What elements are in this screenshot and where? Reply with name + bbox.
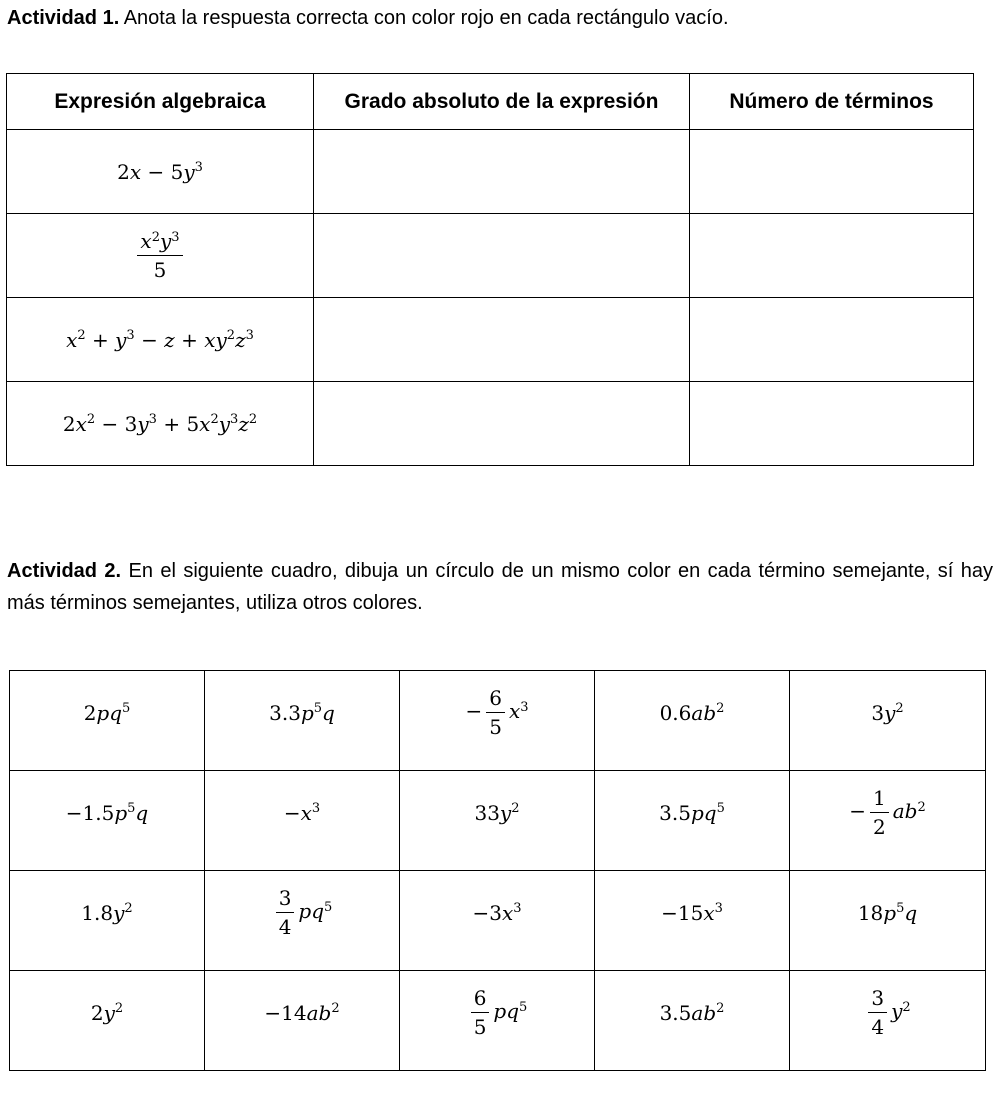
term-cell[interactable]: − $\frac{1}{2}$ $ab^2$ <box>790 771 986 871</box>
expression-cell <box>7 130 314 214</box>
term-cell[interactable]: $3.5pq^5$ <box>595 771 790 871</box>
term-cell[interactable]: $\frac{3}{4}$ $y^2$ <box>790 971 986 1071</box>
term-cell[interactable]: $18p^5q$ <box>790 871 986 971</box>
header-absolute-degree: Grado absoluto de la expresión <box>314 74 690 130</box>
table-row <box>7 130 974 214</box>
term-cell[interactable]: $3y^2$ <box>790 671 986 771</box>
answer-cell-degree[interactable] <box>314 382 690 466</box>
answer-cell-degree[interactable] <box>314 130 690 214</box>
math-expression: $x^2 + y^3 - z + xy^2z^3$ <box>66 327 254 352</box>
header-expression: Expresión algebraica <box>7 74 314 130</box>
activity-2-title: Actividad 2. <box>7 560 122 582</box>
expression-cell <box>7 214 314 298</box>
table-row <box>7 298 974 382</box>
answer-cell-degree[interactable] <box>314 298 690 382</box>
grid-row <box>10 971 986 1071</box>
grid-row <box>10 671 986 771</box>
term-cell[interactable]: $\frac{3}{4}$ $pq^5$ <box>205 871 400 971</box>
activity-1-instruction <box>7 2 967 34</box>
term-cell[interactable]: $0.6ab^2$ <box>595 671 790 771</box>
term-cell[interactable]: $-15x^3$ <box>595 871 790 971</box>
activity-1-text: Anota la respuesta correcta con color rojo en cada rectángulo vacío. <box>123 7 729 29</box>
term-cell[interactable]: $33y^2$ <box>400 771 595 871</box>
term-cell[interactable]: $2pq^5$ <box>10 671 205 771</box>
grid-row <box>10 871 986 971</box>
answer-cell-terms[interactable] <box>690 298 974 382</box>
math-expression: $2x - 5y^3$ <box>117 159 203 184</box>
answer-cell-terms[interactable] <box>690 214 974 298</box>
answer-cell-degree[interactable] <box>314 214 690 298</box>
expression-cell <box>7 382 314 466</box>
term-cell[interactable]: − $\frac{6}{5}$ $x^3$ <box>400 671 595 771</box>
term-cell[interactable]: $3.5ab^2$ <box>595 971 790 1071</box>
math-expression: $\frac{x^2y^3}{5}$ <box>133 229 186 282</box>
activity-2-text: En el siguiente cuadro, dibuja un círculo de un mismo color en cada término semejante, sí hay más términos semejantes, utiliza otros colores. <box>7 560 993 614</box>
activity-2-grid <box>9 670 986 1071</box>
term-cell[interactable]: $-1.5p^5q$ <box>10 771 205 871</box>
activity-1-title: Actividad 1. <box>7 7 120 29</box>
term-cell[interactable]: $2y^2$ <box>10 971 205 1071</box>
term-cell[interactable]: $-14ab^2$ <box>205 971 400 1071</box>
answer-cell-terms[interactable] <box>690 130 974 214</box>
term-cell[interactable]: $-x^3$ <box>205 771 400 871</box>
header-number-of-terms: Número de términos <box>690 74 974 130</box>
answer-cell-terms[interactable] <box>690 382 974 466</box>
activity-2-instruction <box>7 555 993 619</box>
table-row <box>7 382 974 466</box>
term-cell[interactable]: $\frac{6}{5}$ $pq^5$ <box>400 971 595 1071</box>
table-header-row <box>7 74 974 130</box>
term-cell[interactable]: $1.8y^2$ <box>10 871 205 971</box>
activity-1-table <box>6 73 974 466</box>
expression-cell <box>7 298 314 382</box>
term-cell[interactable]: $3.3p^5q$ <box>205 671 400 771</box>
grid-row <box>10 771 986 871</box>
table-row <box>7 214 974 298</box>
term-cell[interactable]: $-3x^3$ <box>400 871 595 971</box>
math-expression: $2x^2 - 3y^3 + 5x^2y^3z^2$ <box>62 411 258 436</box>
